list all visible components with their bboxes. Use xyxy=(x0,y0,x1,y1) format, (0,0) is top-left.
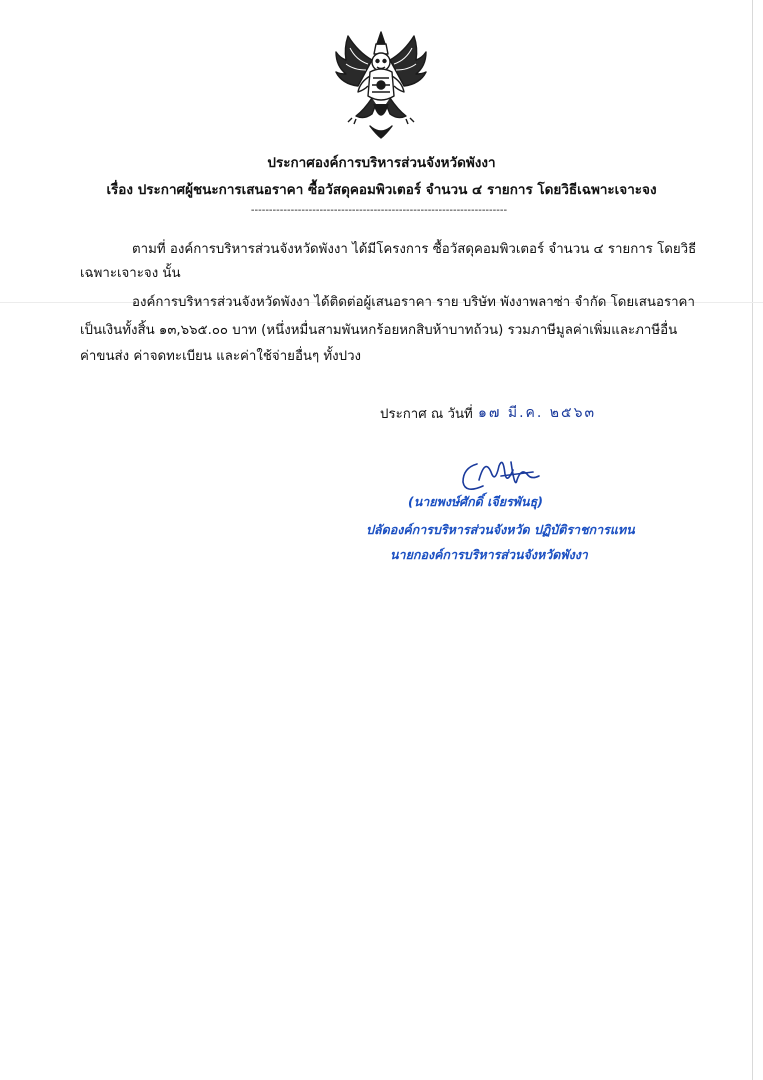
garuda-emblem-icon xyxy=(330,30,432,140)
announcement-date-value: ๑๗ มี.ค. ๒๕๖๓ xyxy=(478,405,597,421)
separator-line: ----------------------------------------------------------------------- xyxy=(250,205,508,216)
body-paragraph-1-line-2: เฉพาะเจาะจง นั้น xyxy=(80,266,181,281)
body-paragraph-2-line-1: องค์การบริหารส่วนจังหวัดพังงา ได้ติดต่อผู้เสนอราคา ราย บริษัท พังงาพลาซ่า จำกัด โดยเสนอราคา xyxy=(132,295,695,310)
announcement-date-label: ประกาศ ณ วันที่ xyxy=(380,407,473,422)
body-paragraph-1-line-1: ตามที่ องค์การบริหารส่วนจังหวัดพังงา ได้มีโครงการ ซื้อวัสดุคอมพิวเตอร์ จำนวน ๔ รายการ โดยวิธี xyxy=(132,242,697,257)
signatory-position-2: นายกองค์การบริหารส่วนจังหวัดพังงา xyxy=(390,547,588,562)
signatory-name: (นายพงษ์ศักดิ์ เจียรพันธุ) xyxy=(408,494,543,509)
announcement-title: ประกาศองค์การบริหารส่วนจังหวัดพังงา xyxy=(267,155,496,171)
body-paragraph-2-line-3: ค่าขนส่ง ค่าจดทะเบียน และค่าใช้จ่ายอื่นๆ ทั้งปวง xyxy=(80,349,362,364)
announcement-subject: เรื่อง ประกาศผู้ชนะการเสนอราคา ซื้อวัสดุคอมพิวเตอร์ จำนวน ๔ รายการ โดยวิธีเฉพาะเจาะจง xyxy=(106,182,657,198)
signatory-position-1: ปลัดองค์การบริหารส่วนจังหวัด ปฏิบัติราชการแทน xyxy=(366,522,635,537)
body-paragraph-2-line-2: เป็นเงินทั้งสิ้น ๑๓,๖๖๕.๐๐ บาท (หนึ่งหมื่นสามพันหกร้อยหกสิบห้าบาทถ้วน) รวมภาษีมูลค่าเพิ่มและภาษีอื่น xyxy=(80,323,678,338)
